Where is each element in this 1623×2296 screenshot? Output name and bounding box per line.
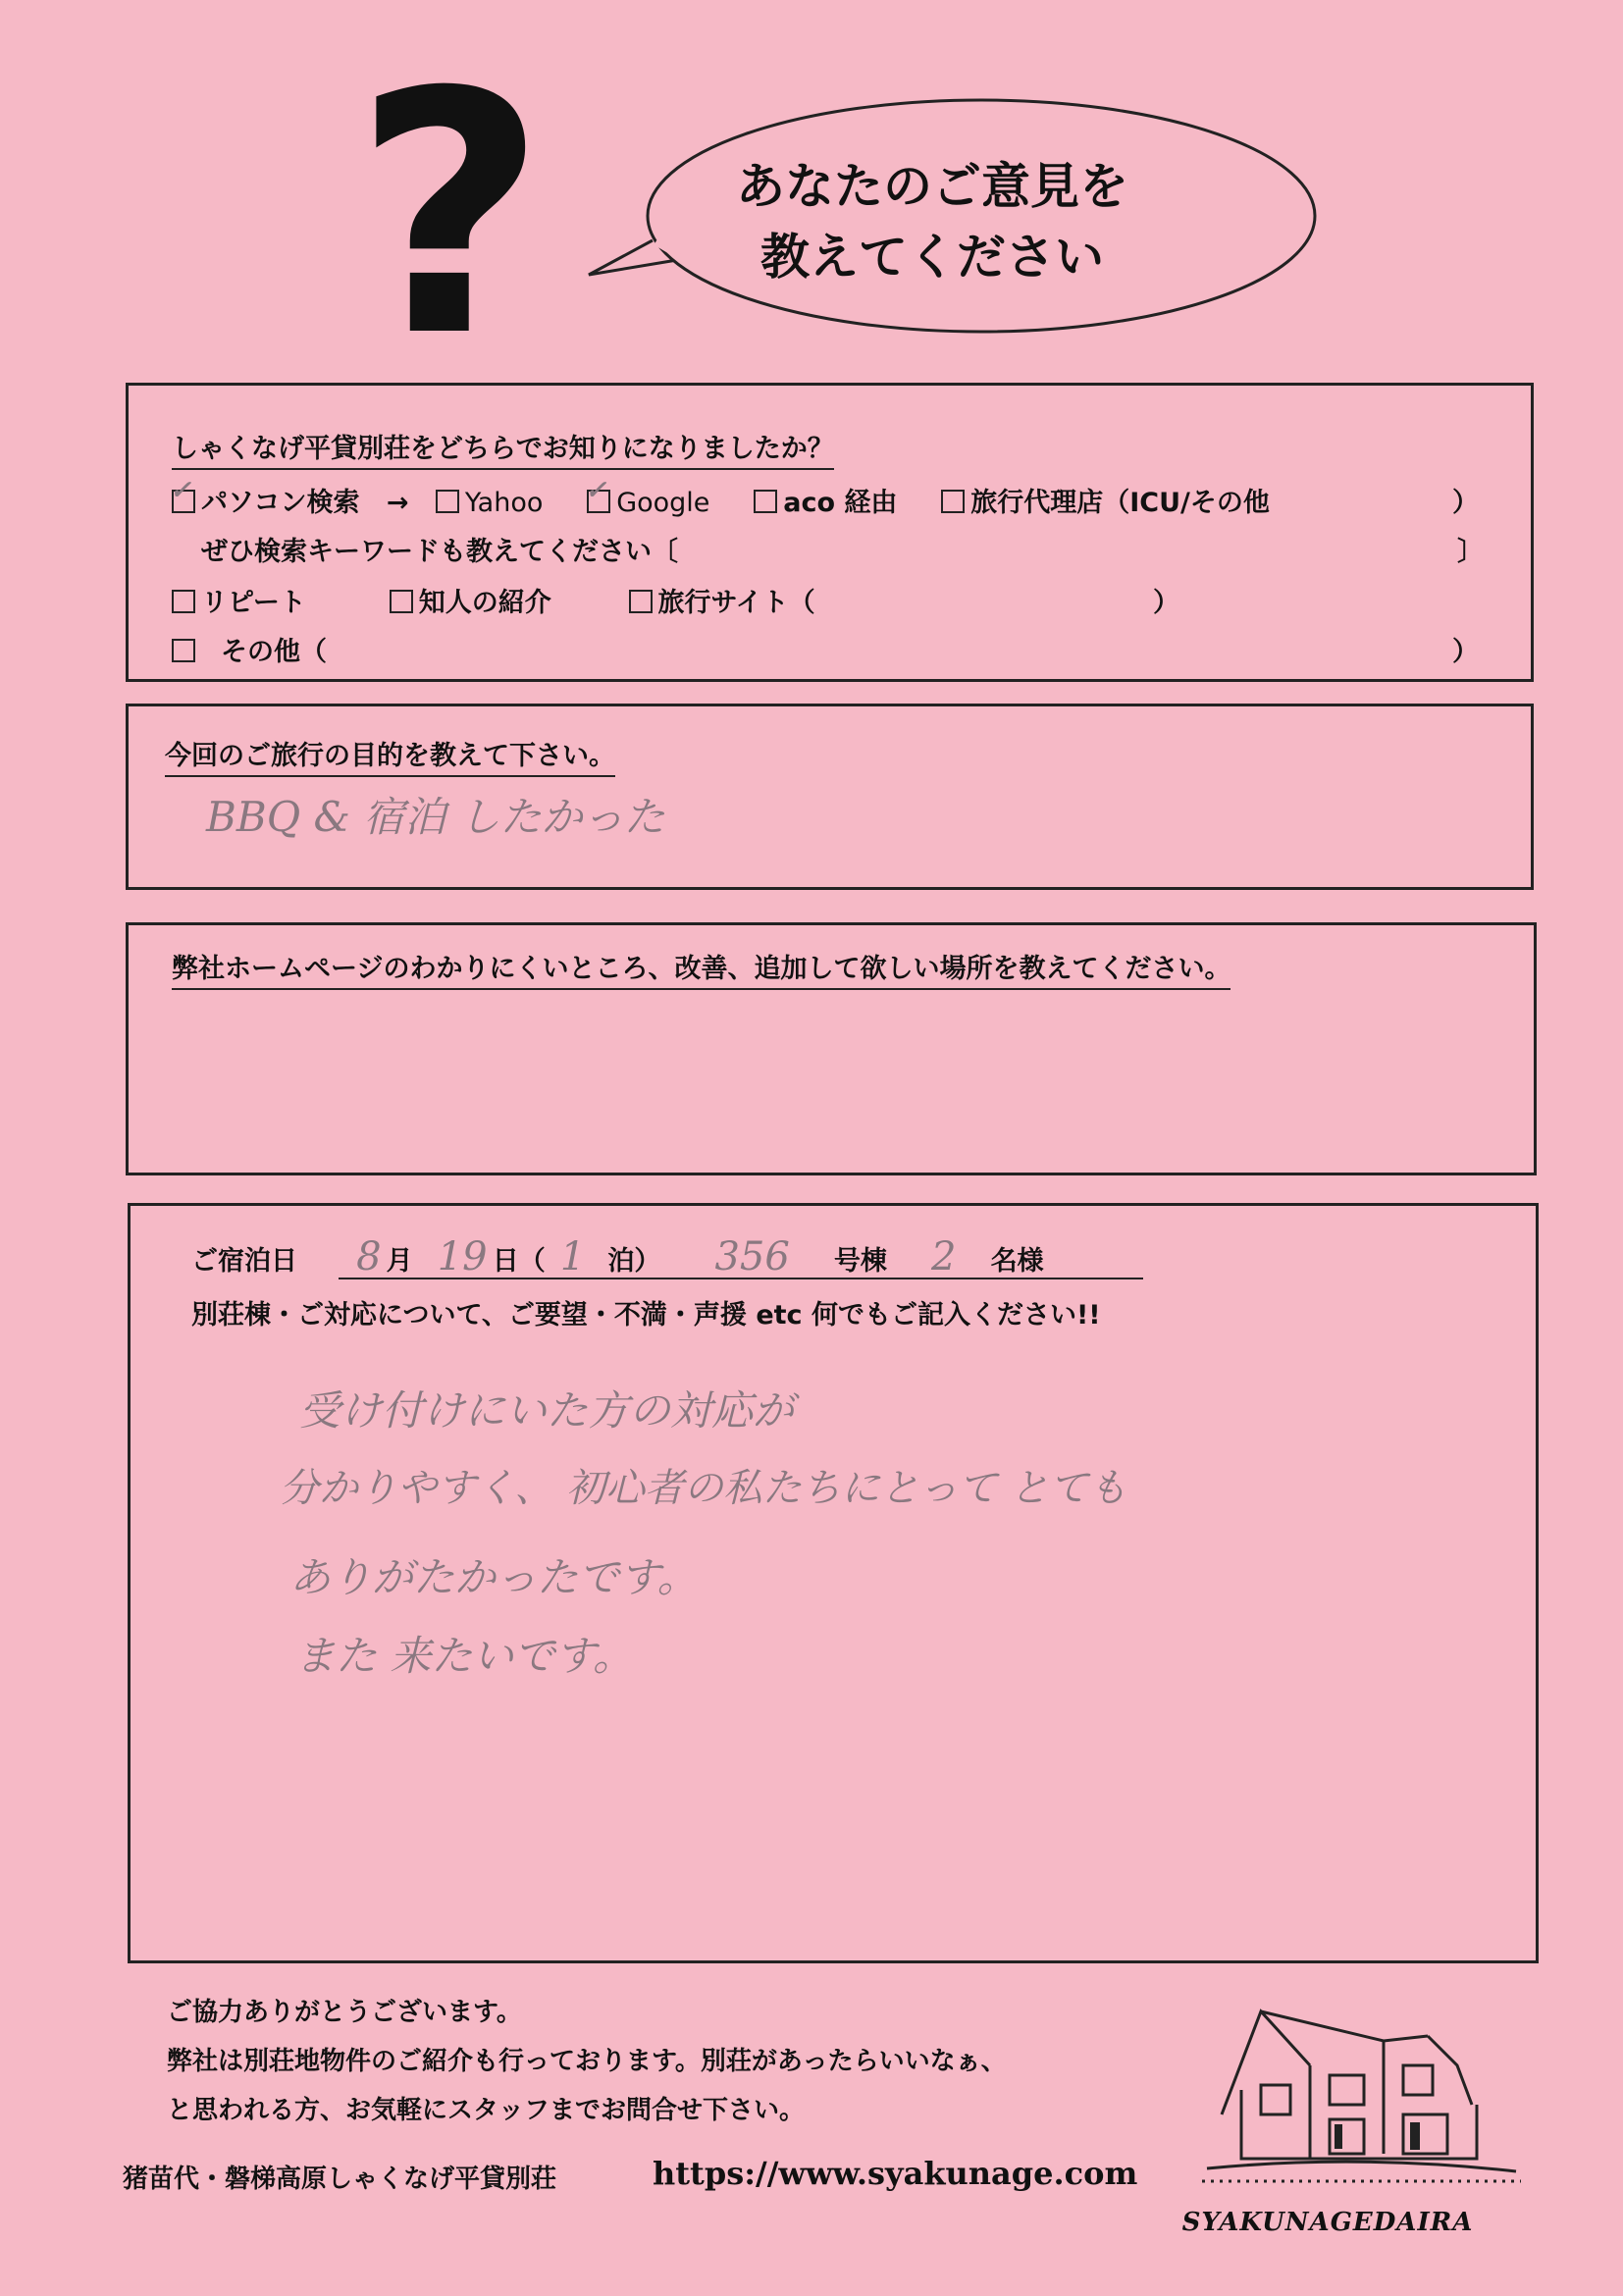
footer-company: 猪苗代・磐梯高原しゃくなげ平貸別荘 xyxy=(123,2165,557,2194)
purpose-question: 今回のご旅行の目的を教えて下さい。 xyxy=(165,734,615,777)
keyword-prompt: ぜひ検索キーワードも教えてください〔 xyxy=(201,537,678,567)
travel-site-close-paren: ） xyxy=(1153,588,1179,618)
stay-date-label: ご宿泊日 xyxy=(191,1246,297,1277)
check-mark-icon: ✓ xyxy=(170,476,191,505)
comment-line-2: 分かりやすく、 初心者の私たちにとって とても xyxy=(280,1466,1127,1511)
footer-line-3: と思われる方、お気軽にスタッフまでお問合せ下さい。 xyxy=(167,2096,806,2125)
aco-checkbox[interactable] xyxy=(754,490,777,513)
other-checkbox[interactable] xyxy=(172,639,195,662)
pc-search-label: パソコン検索 xyxy=(201,488,360,518)
stay-day: 19 xyxy=(437,1234,488,1279)
row1-close-paren: ） xyxy=(1452,488,1479,518)
repeat-label: リピート xyxy=(201,588,306,618)
comment-line-3: ありがたかったです。 xyxy=(289,1553,699,1601)
referral-row-3 xyxy=(172,581,815,619)
bubble-line-1: あなたのご意見を xyxy=(736,158,1128,215)
day-label: 日（ xyxy=(492,1246,546,1277)
comment-line-1: 受け付けにいた方の対応が xyxy=(299,1386,795,1435)
stay-feedback-prompt: 別荘棟・ご対応について、ご要望・不満・声援 etc 何でもご記入ください!! xyxy=(191,1300,1101,1331)
travel-site-label: 旅行サイト（ xyxy=(657,588,815,618)
yahoo-checkbox[interactable] xyxy=(436,490,459,513)
website-feedback-question: 弊社ホームページのわかりにくいところ、改善、追加して欲しい場所を教えてください。 xyxy=(172,947,1230,990)
house-logo-icon xyxy=(1202,1997,1526,2208)
stay-underline xyxy=(339,1278,1143,1279)
building-label: 号棟 xyxy=(833,1246,887,1277)
month-label: 月 xyxy=(386,1246,413,1277)
other-close-paren: ） xyxy=(1452,637,1479,667)
google-label: Google xyxy=(616,488,710,518)
footer-url[interactable]: https://www.syakunage.com xyxy=(653,2155,1138,2192)
stay-nights: 1 xyxy=(559,1234,586,1279)
guest-count: 2 xyxy=(931,1234,957,1279)
building-number: 356 xyxy=(714,1234,790,1279)
comment-line-4: また 来たいです。 xyxy=(294,1632,634,1680)
guests-label: 名様 xyxy=(990,1246,1044,1277)
google-checkbox[interactable] xyxy=(585,476,610,513)
pc-search-checkbox[interactable] xyxy=(170,476,195,513)
friend-label: 知人の紹介 xyxy=(418,588,551,618)
friend-checkbox[interactable] xyxy=(390,590,413,613)
arrow-icon: → xyxy=(386,488,409,518)
referral-question: しゃくなげ平貸別荘をどちらでお知りになりましたか？ xyxy=(172,427,834,470)
referral-row-4 xyxy=(172,630,327,668)
bubble-line-2: 教えてください xyxy=(760,229,1104,286)
repeat-checkbox[interactable] xyxy=(172,590,195,613)
stay-month: 8 xyxy=(356,1234,382,1279)
check-mark-icon: ✓ xyxy=(585,476,606,505)
purpose-answer: BBQ & 宿泊 したかった xyxy=(206,793,665,841)
footer-thanks: ご協力ありがとうございます。 xyxy=(167,1998,522,2027)
other-label: その他（ xyxy=(221,637,327,667)
yahoo-label: Yahoo xyxy=(464,488,544,518)
stay-info-row xyxy=(191,1234,1044,1279)
question-mark-icon: ? xyxy=(353,22,548,410)
travel-site-checkbox[interactable] xyxy=(629,590,653,613)
travel-agency-checkbox[interactable] xyxy=(941,490,965,513)
logo-text: SYAKUNAGEDAIRA xyxy=(1181,2208,1474,2237)
keyword-close-bracket: 〕 xyxy=(1457,537,1484,567)
travel-agency-label: 旅行代理店（ICU/その他 xyxy=(970,488,1270,518)
nights-label: 泊） xyxy=(607,1246,661,1277)
referral-row-1 xyxy=(170,476,1270,519)
aco-label: aco 経由 xyxy=(783,488,898,518)
footer-line-2: 弊社は別荘地物件のご紹介も行っております。別荘があったらいいなぁ、 xyxy=(167,2047,1007,2076)
